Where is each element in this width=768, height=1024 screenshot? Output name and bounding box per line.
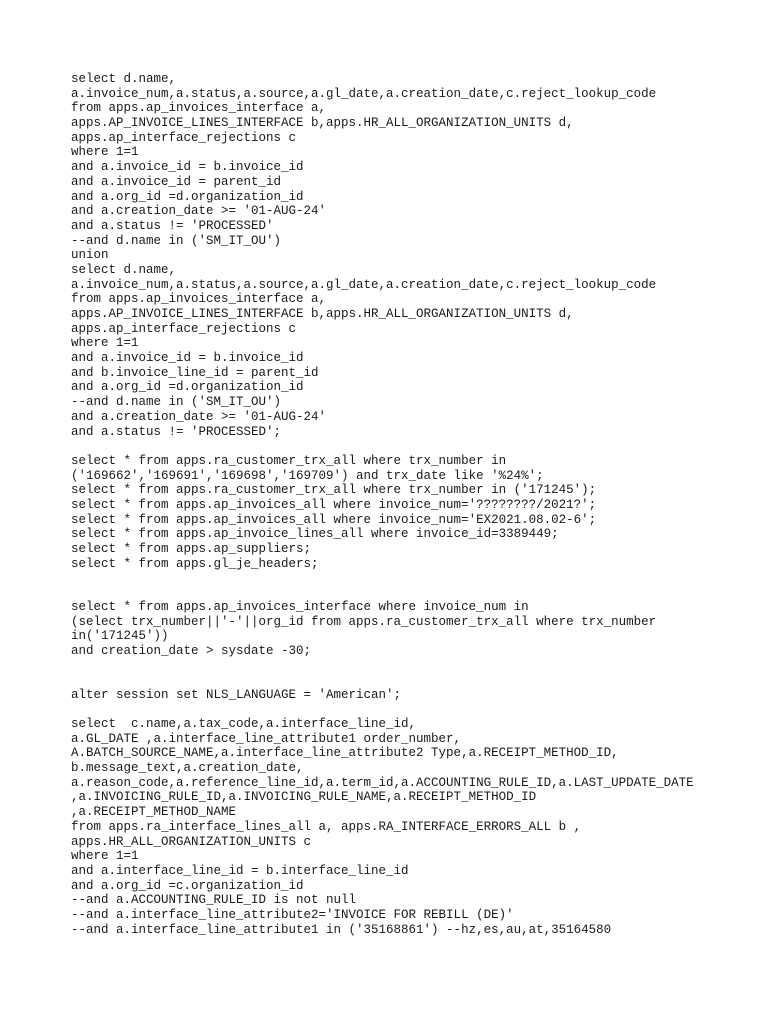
code-line: select * from apps.ap_invoices_interface where invoice_num in [71, 600, 529, 614]
sql-block-simple-select-queries [71, 454, 761, 572]
sql-block-invoice-interface-subquery [71, 600, 761, 659]
code-line: a.reason_code,a.reference_line_id,a.term_id,a.ACCOUNTING_RULE_ID,a.LAST_UPDATE_DATE [71, 775, 694, 790]
code-line: a.GL_DATE ,a.interface_line_attribute1 order_number, [71, 731, 462, 746]
code-line: --and a.interface_line_attribute2='INVOICE FOR REBILL (DE)' [71, 907, 514, 922]
code-line: select * from apps.ap_invoices_all where invoice_num='????????/2021?'; [71, 498, 597, 513]
code-line: from apps.ap_invoices_interface a, [71, 101, 327, 116]
code-line: and a.org_id =c.organization_id [71, 878, 304, 893]
sql-block-ra-interface-errors-query [71, 717, 761, 937]
code-line: select * from apps.gl_je_headers; [71, 556, 319, 571]
code-line: apps.ap_interface_rejections c [71, 130, 297, 145]
code-line: and a.org_id =d.organization_id [71, 189, 304, 204]
code-line: and a.invoice_id = b.invoice_id [71, 160, 304, 175]
sql-block-union-rejections-query [71, 72, 761, 439]
code-line: and a.status != 'PROCESSED' [71, 218, 274, 233]
code-line: a.invoice_num,a.status,a.source,a.gl_date,a.creation_date,c.reject_lookup_code [71, 86, 657, 101]
code-line: select * from apps.ap_invoices_all where invoice_num='EX2021.08.02-6'; [71, 512, 597, 527]
code-line: alter session set NLS_LANGUAGE = 'American'; [71, 688, 402, 702]
code-line: apps.ap_interface_rejections c [71, 321, 297, 336]
code-line: and creation_date > sysdate -30; [71, 644, 312, 659]
code-line: and a.interface_line_id = b.interface_line_id [71, 863, 409, 878]
code-line: --and d.name in ('SM_IT_OU') [71, 233, 282, 248]
code-line: select d.name, [71, 262, 177, 277]
code-line: and a.invoice_id = parent_id [71, 174, 282, 189]
code-line: select * from apps.ap_invoice_lines_all where invoice_id=3389449; [71, 527, 559, 542]
code-line: select d.name, [71, 72, 177, 86]
code-line: in('171245')) [71, 629, 169, 644]
code-line: and a.status != 'PROCESSED'; [71, 424, 282, 439]
sql-block-alter-session-statement [71, 688, 761, 703]
code-line: select c.name,a.tax_code,a.interface_line_id, [71, 717, 417, 731]
code-line: b.message_text,a.creation_date, [71, 761, 304, 776]
code-line: apps.AP_INVOICE_LINES_INTERFACE b,apps.HR_ALL_ORGANIZATION_UNITS d, [71, 307, 574, 321]
code-line: a.invoice_num,a.status,a.source,a.gl_date,a.creation_date,c.reject_lookup_code [71, 277, 657, 292]
code-line: and a.invoice_id = b.invoice_id [71, 351, 304, 366]
code-line: union [71, 248, 109, 263]
code-line: --and a.interface_line_attribute1 in ('35168861') --hz,es,au,at,35164580 [71, 922, 612, 937]
code-line: ,a.RECEIPT_METHOD_NAME [71, 805, 237, 820]
code-line: apps.AP_INVOICE_LINES_INTERFACE b,apps.HR_ALL_ORGANIZATION_UNITS d, [71, 116, 574, 131]
code-line: ('169662','169691','169698','169709') and trx_date like '%24%'; [71, 468, 544, 483]
code-line: where 1=1 [71, 336, 139, 351]
code-line: where 1=1 [71, 145, 139, 160]
code-line: and a.org_id =d.organization_id [71, 380, 304, 395]
code-line: --and d.name in ('SM_IT_OU') [71, 395, 282, 410]
code-line: apps.HR_ALL_ORGANIZATION_UNITS c [71, 834, 312, 849]
code-line: and a.creation_date >= '01-AUG-24' [71, 204, 327, 219]
code-line: A.BATCH_SOURCE_NAME,a.interface_line_attribute2 Type,a.RECEIPT_METHOD_ID, [71, 746, 619, 761]
code-line: ,a.INVOICING_RULE_ID,a.INVOICING_RULE_NAME,a.RECEIPT_METHOD_ID [71, 790, 537, 805]
code-line: where 1=1 [71, 849, 139, 864]
code-line: from apps.ra_interface_lines_all a, apps.RA_INTERFACE_ERRORS_ALL b , [71, 819, 582, 834]
code-line: select * from apps.ap_suppliers; [71, 542, 312, 557]
code-line: from apps.ap_invoices_interface a, [71, 292, 327, 307]
code-line: (select trx_number||'-'||org_id from apps.ra_customer_trx_all where trx_number [71, 614, 657, 629]
code-line: select * from apps.ra_customer_trx_all where trx_number in [71, 454, 507, 468]
code-line: and a.creation_date >= '01-AUG-24' [71, 409, 327, 424]
code-line: --and a.ACCOUNTING_RULE_ID is not null [71, 893, 357, 908]
code-line: and b.invoice_line_id = parent_id [71, 365, 319, 380]
code-line: select * from apps.ra_customer_trx_all where trx_number in ('171245'); [71, 483, 597, 498]
